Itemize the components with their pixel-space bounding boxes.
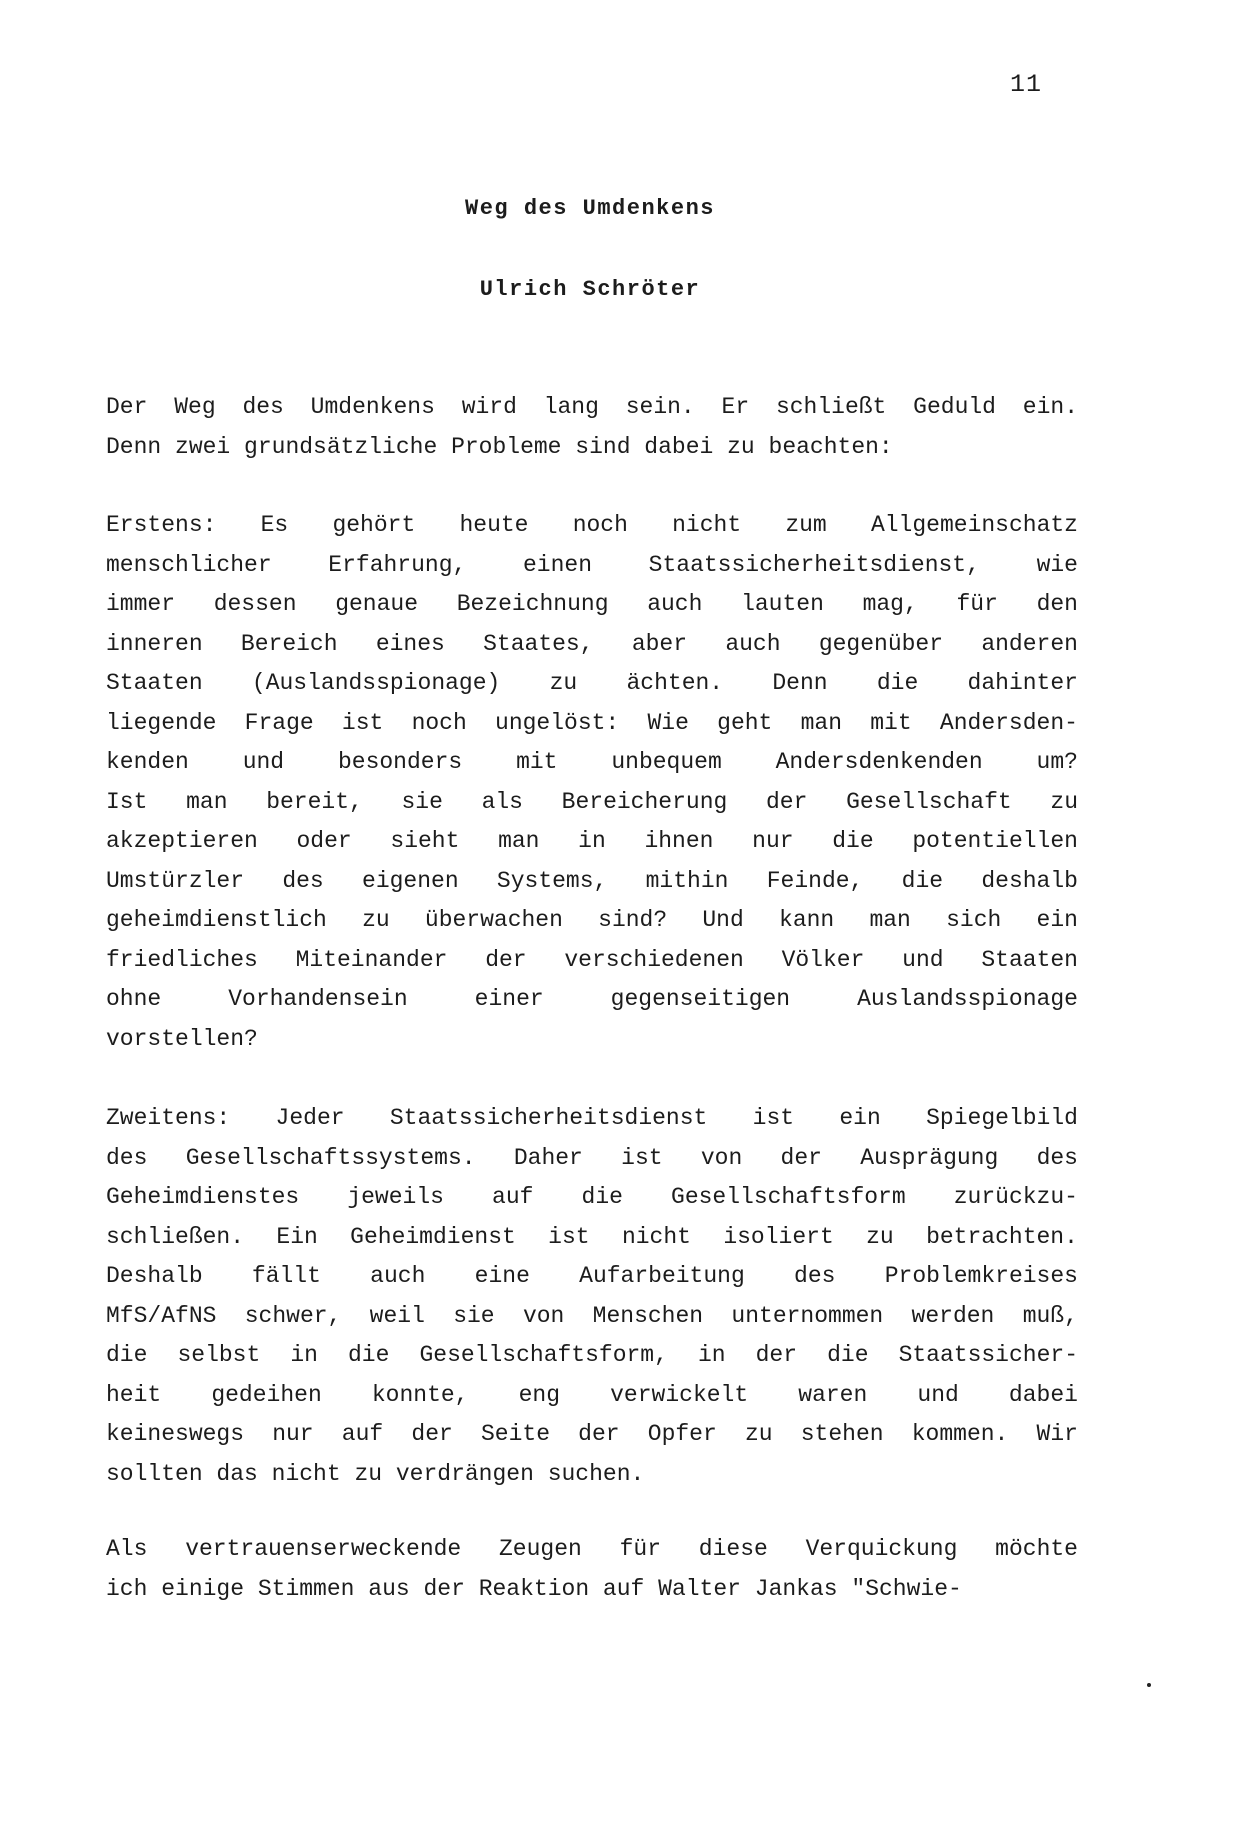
word: der [755,1342,798,1368]
word: noch [411,709,467,736]
word: ist [752,1105,795,1131]
word: Opfer [647,1421,717,1447]
page-number: 11 [1010,70,1043,99]
word: heit [106,1381,162,1408]
text-line [106,1218,1078,1258]
word: keineswegs [106,1421,245,1447]
paragraph-erstens [106,506,1078,1059]
word: man [498,828,540,854]
word: Bereicherung [561,788,728,815]
word: des [106,1144,148,1171]
word: Umstürzler [106,867,245,894]
word: anderen [981,630,1078,657]
word: oder [296,828,352,854]
word: heute [459,512,529,538]
word: möchte [995,1536,1078,1562]
text-line [106,506,1078,546]
word: auf [602,1575,645,1602]
word: Staaten [981,946,1078,973]
word: geheimdienstlich [106,907,327,933]
text-line [106,1455,1078,1495]
word: einige [161,1575,245,1602]
word: man [800,709,843,736]
word: Wir [1036,1421,1078,1447]
word: mit [870,709,912,736]
word: deshalb [981,867,1078,894]
word: und [902,946,944,973]
word: der [423,1575,465,1602]
word: Spiegelbild [926,1105,1078,1131]
word: in [578,828,606,854]
word: dahinter [967,670,1078,696]
word: lang [543,394,599,420]
word: des [282,867,324,894]
word: sie [453,1302,495,1329]
text-line [106,625,1078,665]
word: besonders [337,749,463,775]
text-line [106,980,1078,1020]
word: diese [698,1536,768,1562]
word: überwachen [424,907,563,933]
word: noch [572,512,628,538]
word: zwei [175,433,231,460]
word: die [876,670,919,696]
word: von [700,1144,743,1171]
word: ich [106,1575,148,1602]
word: grundsätzliche [244,433,438,460]
word: Daher [513,1144,583,1171]
word: Denn [772,670,828,696]
word: verdrängen [395,1460,534,1487]
author-name: Ulrich Schröter [479,277,701,302]
word: menschlicher [106,551,272,578]
word: Reaktion [478,1575,590,1602]
word: Der [106,394,148,420]
word: einen [522,551,592,578]
word: eine [474,1263,530,1289]
word: zu [362,907,390,933]
word: friedliches [106,946,258,973]
word: Er [721,394,750,420]
word: Deshalb [106,1263,203,1289]
word: immer [106,591,176,617]
word: den [1036,591,1078,617]
word: geht [717,709,773,736]
word: der [411,1421,453,1447]
word: gegenüber [818,630,944,657]
word: Denn [106,433,162,460]
word: kommen. [911,1421,1009,1447]
word: Zweitens: [106,1105,231,1131]
word: mag, [862,591,918,617]
word: Walter [658,1575,741,1602]
paragraph-zweitens [106,1099,1078,1494]
word: "Schwie- [851,1575,962,1602]
word: eng [518,1381,561,1408]
word: Weg [174,394,216,420]
word: ohne [106,986,162,1012]
word: genaue [335,591,419,617]
paragraph-zeugen [106,1530,1078,1609]
word: nur [752,828,794,854]
word: für [956,591,998,617]
document-title: Weg des Umdenkens [465,196,715,221]
word: sind? [598,907,668,933]
word: vorstellen? [106,1025,258,1052]
word: der [765,788,808,815]
text-line [106,546,1078,586]
word: auf [492,1184,534,1210]
word: mithin [645,867,729,894]
word: Bezeichnung [456,591,609,617]
word: auch [647,591,703,617]
word: ist [548,1223,590,1250]
word: der [485,946,527,973]
text-line [106,1570,1078,1610]
word: schwer, [244,1302,342,1329]
text-line [106,1376,1078,1416]
word: Miteinander [295,946,448,973]
word: für [619,1536,662,1562]
text-line [106,743,1078,783]
word: konnte, [371,1381,469,1408]
word: weil [369,1302,425,1329]
word: und [242,749,285,775]
word: in [697,1342,726,1368]
word: Staatssicher- [898,1342,1078,1368]
word: ihnen [644,828,714,854]
text-line [106,1257,1078,1297]
word: Gesellschaftsform [671,1184,906,1210]
text-line [106,862,1078,902]
word: man [869,907,911,933]
word: verwickelt [610,1381,749,1408]
word: Gesellschaftsform, [419,1342,668,1368]
word: Ein [276,1223,318,1250]
word: unbequem [611,749,722,775]
word: suchen. [547,1460,645,1487]
word: isoliert [723,1223,834,1250]
text-line [106,822,1078,862]
word: Geheimdienstes [106,1184,300,1210]
word: aus [368,1575,410,1602]
word: Staatssicherheitsdienst [389,1105,708,1131]
word: werden [911,1302,995,1329]
word: um? [1036,749,1078,775]
word: Staaten [106,670,203,696]
word: Geduld [913,394,996,420]
word: auch [725,630,781,657]
word: unternommen [731,1302,884,1329]
text-line [106,1139,1078,1179]
word: gedeihen [211,1381,322,1408]
word: akzeptieren [106,828,258,854]
text-line [106,585,1078,625]
word: (Auslandsspionage) [251,670,501,696]
word: Als [106,1536,148,1562]
word: Wie [647,709,689,736]
word: ein [1036,907,1078,933]
word: ist [621,1144,663,1171]
word: zu [354,1460,383,1487]
word: zurückzu- [953,1184,1078,1210]
word: gegenseitigen [610,986,791,1012]
word: Staatssicherheitsdienst, [648,551,980,578]
word: Andersden- [939,709,1078,736]
word: Verquickung [805,1536,958,1562]
word: ächten. [626,670,724,696]
word: wird [461,394,517,420]
word: potentiellen [912,828,1078,854]
word: Es [260,512,289,538]
word: Gesellschaftssystems. [185,1144,476,1171]
word: Menschen [592,1302,704,1329]
word: Aufarbeitung [579,1263,745,1289]
text-line [106,1530,1078,1570]
word: Und [702,907,744,933]
word: ein. [1022,394,1078,420]
word: das [216,1460,258,1487]
word: zu [866,1223,894,1250]
word: ungelöst: [495,709,620,736]
word: bereit, [266,788,363,815]
word: Frage [244,709,314,736]
word: sie [401,788,443,815]
word: kenden [106,749,189,775]
word: beachten: [768,433,893,460]
word: sind [575,433,631,460]
word: der [780,1144,822,1171]
text-line [106,664,1078,704]
word: Problemkreises [884,1263,1078,1289]
word: dessen [213,591,297,617]
text-line [106,1178,1078,1218]
word: Ausprägung [860,1144,999,1171]
word: Jeder [275,1105,345,1131]
text-line [106,783,1078,823]
word: zu [727,433,755,460]
word: Auslandsspionage [857,986,1078,1012]
text-line [106,1415,1078,1455]
word: des [1036,1144,1078,1171]
word: inneren [106,630,203,657]
word: Ist [106,788,148,815]
word: Erstens: [106,512,217,538]
word: zu [1050,788,1078,815]
word: Systems, [496,867,608,894]
word: sieht [390,828,460,854]
word: nicht [621,1223,691,1250]
word: ein [839,1105,881,1131]
word: der [578,1421,620,1447]
text-line [106,1297,1078,1337]
text-line [106,901,1078,941]
word: und [917,1381,959,1408]
word: jeweils [347,1184,444,1210]
word: auch [370,1263,426,1289]
word: eines [375,630,445,657]
word: Völker [781,946,865,973]
text-line [106,1099,1078,1139]
word: die [832,828,874,854]
word: gehört [332,512,416,538]
paragraph-intro [106,388,1078,467]
word: Allgemeinschatz [870,512,1078,538]
word: die [827,1342,869,1368]
word: Feinde, [766,867,864,894]
word: schließt [775,394,887,420]
word: des [794,1263,836,1289]
word: Erfahrung, [328,551,467,578]
text-line [106,1336,1078,1376]
word: nur [272,1421,314,1447]
word: Staates, [483,630,594,657]
word: auf [341,1421,384,1447]
word: sollten [106,1460,203,1487]
word: ist [341,709,384,736]
word: aber [631,630,688,657]
scan-speck [1147,1683,1151,1687]
word: wie [1036,551,1078,578]
word: die [106,1342,148,1368]
word: Zeugen [499,1536,582,1562]
word: in [290,1342,318,1368]
word: nicht [672,512,742,538]
word: eigenen [362,867,459,894]
text-line [106,1020,1078,1060]
word: Gesellschaft [846,788,1012,815]
word: selbst [177,1342,261,1368]
word: von [522,1302,565,1329]
word: waren [798,1381,868,1408]
word: Probleme [451,433,562,460]
word: Stimmen [257,1575,355,1602]
word: zu [744,1421,773,1447]
word: sich [946,907,1002,933]
word: liegende [106,709,217,736]
word: betrachten. [926,1223,1078,1250]
word: dabei [644,433,714,460]
word: sein. [625,394,695,420]
word: Umdenkens [310,394,435,420]
word: zu [549,670,578,696]
word: Geheimdienst [350,1223,516,1250]
word: nicht [271,1460,341,1487]
word: dabei [1008,1381,1078,1408]
word: lauten [741,591,824,617]
word: stehen [800,1421,884,1447]
word: vertrauenserweckende [185,1536,462,1562]
word: die [901,867,944,894]
text-line [106,428,1078,468]
text-line [106,941,1078,981]
word: kann [779,907,835,933]
word: die [348,1342,390,1368]
text-line [106,704,1078,744]
word: MfS/AfNS [106,1302,217,1329]
word: einer [474,986,544,1012]
word: zum [785,512,827,538]
word: mit [516,749,558,775]
word: Bereich [240,630,338,657]
word: Andersdenkenden [775,749,983,775]
word: als [481,788,523,815]
word: die [581,1184,623,1210]
word: muß, [1022,1302,1078,1329]
word: schließen. [106,1223,245,1250]
word: des [242,394,284,420]
word: man [186,788,228,815]
word: Jankas [754,1575,838,1602]
word: Seite [480,1421,550,1447]
word: Vorhandensein [228,986,408,1012]
word: verschiedenen [564,946,744,973]
text-line [106,388,1078,428]
word: fällt [251,1263,321,1289]
